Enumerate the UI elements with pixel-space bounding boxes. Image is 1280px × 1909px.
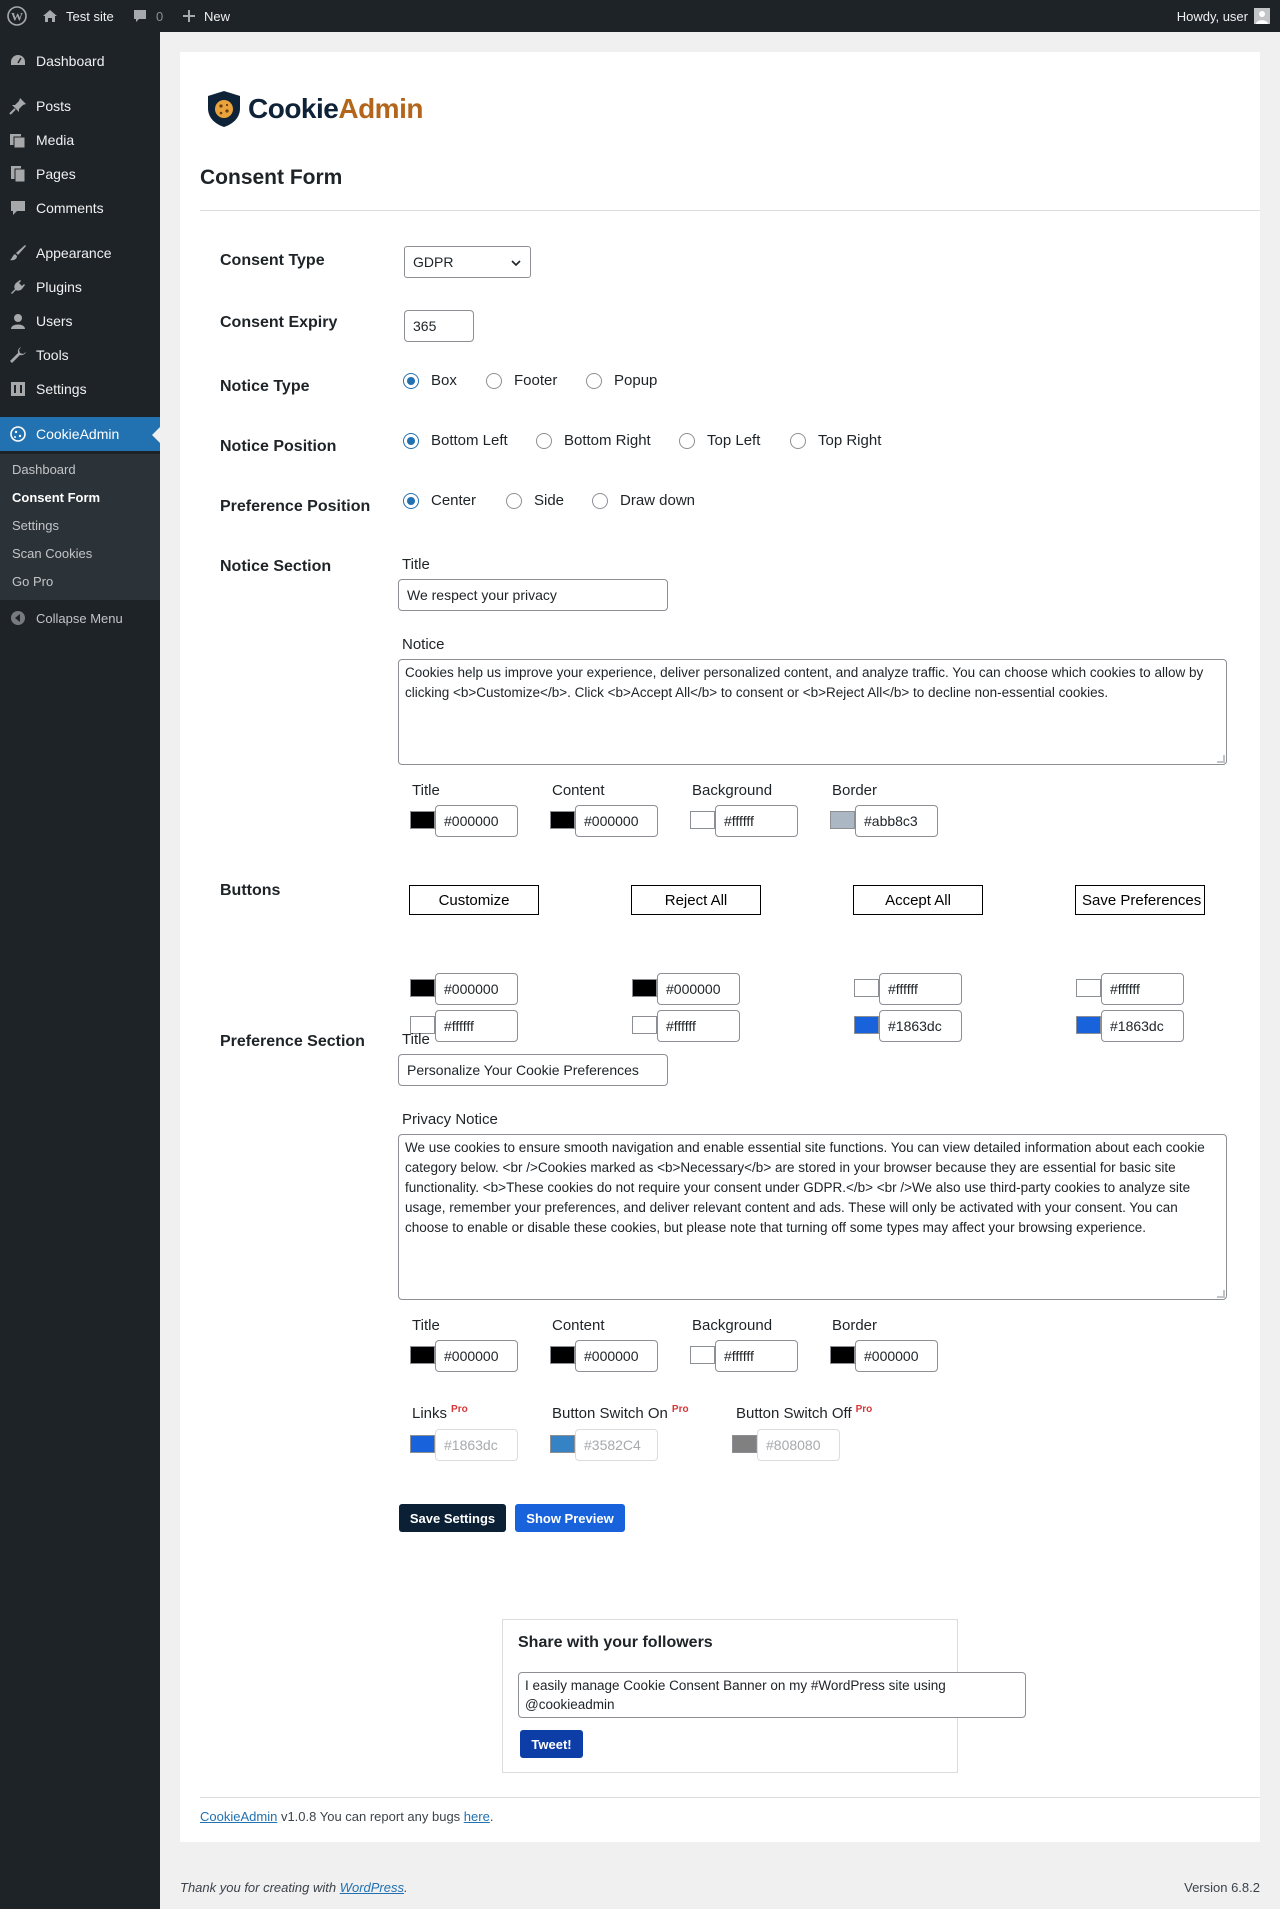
pref-title-color-swatch[interactable] xyxy=(410,1346,435,1364)
sidebar-item-settings[interactable] xyxy=(0,372,160,406)
plus-icon xyxy=(182,9,196,23)
admin-sidebar xyxy=(0,32,160,1909)
consent-type-value: GDPR xyxy=(413,254,454,270)
radio-dot xyxy=(403,493,419,509)
preference-title-label: Title xyxy=(402,1031,430,1048)
howdy-text: Howdy, user xyxy=(1176,8,1248,24)
divider xyxy=(200,210,1260,211)
radio-dot xyxy=(679,433,695,449)
notice-content-color-label: Content xyxy=(552,782,605,799)
pref-title-color-label: Title xyxy=(412,1317,440,1334)
user-icon xyxy=(8,311,28,331)
sidebar-item-comments[interactable] xyxy=(0,191,160,225)
switch-on-color-swatch xyxy=(550,1435,575,1453)
show-preview-button[interactable]: Show Preview xyxy=(515,1504,625,1532)
submenu-scan-cookies[interactable]: Scan Cookies xyxy=(12,546,93,561)
pref-title-color-input[interactable]: #000000 xyxy=(435,1340,518,1372)
cookieadmin-submenu xyxy=(0,454,160,600)
media-icon xyxy=(8,130,28,150)
main-content xyxy=(180,52,1260,1842)
notice-label: Notice xyxy=(402,636,445,653)
sidebar-item-label: Media xyxy=(36,132,75,148)
reject-all-button-preview[interactable]: Reject All xyxy=(631,885,761,915)
sidebar-item-label: Plugins xyxy=(36,279,82,295)
new-content-link[interactable] xyxy=(182,0,230,32)
privacy-notice-label: Privacy Notice xyxy=(402,1111,498,1128)
notice-title-label: Title xyxy=(402,556,430,573)
cookie-icon xyxy=(8,424,28,444)
customize-text-color-swatch[interactable] xyxy=(410,979,435,997)
report-bugs-link[interactable]: here xyxy=(463,1809,490,1824)
wp-footer-thanks: Thank you for creating with WordPress. xyxy=(180,1880,408,1895)
footer-divider xyxy=(200,1797,1260,1798)
sidebar-item-label: Settings xyxy=(36,381,87,397)
chevron-down-icon xyxy=(510,256,522,272)
preference-section-label: Preference Section xyxy=(220,1033,365,1050)
notice-position-top-right-radio[interactable]: Top Right xyxy=(790,432,881,449)
reject-text-color-input[interactable]: #000000 xyxy=(657,973,740,1005)
sidebar-item-dashboard[interactable] xyxy=(0,44,160,78)
reject-bg-color-input[interactable]: #ffffff xyxy=(657,1010,740,1042)
preference-position-draw-down-radio[interactable]: Draw down xyxy=(592,492,695,509)
links-color-swatch xyxy=(410,1435,435,1453)
links-color-input: #1863dc xyxy=(435,1429,518,1461)
pref-content-color-swatch[interactable] xyxy=(550,1346,575,1364)
switch-off-color-swatch xyxy=(732,1435,757,1453)
reject-text-color-swatch[interactable] xyxy=(632,979,657,997)
sidebar-item-label: Posts xyxy=(36,98,72,114)
notice-position-bottom-right-radio[interactable]: Bottom Right xyxy=(536,432,651,449)
consent-type-select[interactable] xyxy=(404,246,531,278)
sidebar-item-label: Users xyxy=(36,313,73,329)
collapse-menu-label: Collapse Menu xyxy=(36,610,123,626)
share-textarea[interactable]: I easily manage Cookie Consent Banner on my #WordPress site using @cookieadmin xyxy=(518,1672,1026,1718)
cookieadmin-link[interactable]: CookieAdmin xyxy=(200,1809,278,1824)
sidebar-item-users[interactable] xyxy=(0,304,160,338)
sidebar-item-pages[interactable] xyxy=(0,157,160,191)
home-icon xyxy=(42,8,58,24)
save-settings-button[interactable]: Save Settings xyxy=(399,1504,506,1532)
comment-icon xyxy=(8,198,28,218)
radio-dot xyxy=(790,433,806,449)
collapse-menu-button[interactable] xyxy=(0,601,160,635)
preference-position-center-radio[interactable]: Center xyxy=(403,492,476,509)
customize-bg-color-input[interactable]: #ffffff xyxy=(435,1010,518,1042)
customize-text-color-input[interactable]: #000000 xyxy=(435,973,518,1005)
sidebar-item-label: Dashboard xyxy=(36,53,105,69)
resize-handle[interactable] xyxy=(1217,755,1225,763)
consent-expiry-label: Consent Expiry xyxy=(220,314,338,331)
pref-background-color-input[interactable]: #ffffff xyxy=(715,1340,798,1372)
sidebar-item-tools[interactable] xyxy=(0,338,160,372)
notice-position-label: Notice Position xyxy=(220,438,337,455)
wrench-icon xyxy=(8,345,28,365)
radio-dot xyxy=(586,373,602,389)
sidebar-item-appearance[interactable] xyxy=(0,236,160,270)
notice-border-color-input[interactable]: #abb8c3 xyxy=(855,805,938,837)
logo-text: CookieAdmin xyxy=(248,93,423,124)
wordpress-link[interactable]: WordPress xyxy=(339,1880,404,1895)
notice-content-color-input[interactable]: #000000 xyxy=(575,805,658,837)
pin-icon xyxy=(8,96,28,116)
pref-border-color-input[interactable]: #000000 xyxy=(855,1340,938,1372)
admin-bar xyxy=(0,0,1280,32)
sidebar-item-cookieadmin[interactable] xyxy=(0,417,160,451)
consent-type-label: Consent Type xyxy=(220,252,325,269)
pref-content-color-label: Content xyxy=(552,1317,605,1334)
submenu-dashboard[interactable]: Dashboard xyxy=(12,462,76,477)
sidebar-item-label: Pages xyxy=(36,166,76,182)
sidebar-item-label: Appearance xyxy=(36,245,112,261)
sidebar-item-posts[interactable] xyxy=(0,89,160,123)
new-label: New xyxy=(204,8,231,24)
radio-dot xyxy=(506,493,522,509)
brush-icon xyxy=(8,243,28,263)
resize-handle[interactable] xyxy=(1217,1290,1225,1298)
accept-bg-color-input[interactable]: #1863dc xyxy=(879,1010,962,1042)
save-pref-text-color-swatch[interactable] xyxy=(1076,979,1101,997)
submenu-consent-form[interactable]: Consent Form xyxy=(12,490,101,505)
notice-type-label: Notice Type xyxy=(220,378,310,395)
switch-on-color-input: #3582C4 xyxy=(575,1429,658,1461)
shield-cookie-icon xyxy=(206,90,242,128)
comments-count: 0 xyxy=(156,8,164,24)
save-preferences-button-preview[interactable]: Save Preferences xyxy=(1075,885,1205,915)
accept-text-color-swatch[interactable] xyxy=(854,979,879,997)
notice-title-color-swatch[interactable] xyxy=(410,811,435,829)
notice-type-box-radio[interactable]: Box xyxy=(403,372,457,389)
save-pref-bg-color-swatch[interactable] xyxy=(1076,1016,1101,1034)
radio-dot xyxy=(486,373,502,389)
sidebar-item-label: CookieAdmin xyxy=(36,426,120,442)
save-pref-text-color-input[interactable]: #ffffff xyxy=(1101,973,1184,1005)
sidebar-item-label: Tools xyxy=(36,347,69,363)
pref-content-color-input[interactable]: #000000 xyxy=(575,1340,658,1372)
notice-title-color-label: Title xyxy=(412,782,440,799)
pref-background-color-swatch[interactable] xyxy=(690,1346,715,1364)
notice-content-color-swatch[interactable] xyxy=(550,811,575,829)
radio-dot xyxy=(536,433,552,449)
buttons-label: Buttons xyxy=(220,882,281,899)
settings-icon xyxy=(8,379,28,399)
pro-badge: Pro xyxy=(671,1404,689,1415)
share-box xyxy=(502,1619,958,1773)
pref-border-color-swatch[interactable] xyxy=(830,1346,855,1364)
plugin-footer: CookieAdmin v1.0.8 You can report any bugs here. xyxy=(200,1809,494,1824)
plug-icon xyxy=(8,277,28,297)
notice-background-color-swatch[interactable] xyxy=(690,811,715,829)
consent-expiry-input[interactable]: 365 xyxy=(404,310,474,342)
save-pref-bg-color-input[interactable]: #1863dc xyxy=(1101,1010,1184,1042)
notice-textarea[interactable]: Cookies help us improve your experience, deliver personalized content, and analyze traffic. You can choose which cookies to allow by clicking <b>Customize</b>. Click <b>Accept All</b> to consent or <b>Reject All</b> to decline non-essential cookies. xyxy=(398,659,1227,765)
sidebar-item-media[interactable] xyxy=(0,123,160,157)
notice-type-footer-radio[interactable]: Footer xyxy=(486,372,557,389)
accept-bg-color-swatch[interactable] xyxy=(854,1016,879,1034)
reject-bg-color-swatch[interactable] xyxy=(632,1016,657,1034)
page-title: Consent Form xyxy=(200,166,343,189)
pref-border-color-label: Border xyxy=(832,1317,878,1334)
radio-dot xyxy=(403,433,419,449)
submenu-go-pro[interactable]: Go Pro xyxy=(12,574,54,589)
notice-position-bottom-left-radio[interactable]: Bottom Left xyxy=(403,432,508,449)
notice-position-top-left-radio[interactable]: Top Left xyxy=(679,432,760,449)
wp-version: Version 6.8.2 xyxy=(1184,1880,1260,1895)
account-menu[interactable] xyxy=(1177,0,1270,32)
notice-title-color-input[interactable]: #000000 xyxy=(435,805,518,837)
pro-badge: Pro xyxy=(855,1404,873,1415)
submenu-settings[interactable]: Settings xyxy=(12,518,59,533)
switch-off-color-input: #808080 xyxy=(757,1429,840,1461)
preference-position-side-radio[interactable]: Side xyxy=(506,492,564,509)
tweet-button[interactable]: Tweet! xyxy=(520,1730,583,1758)
radio-dot xyxy=(403,373,419,389)
cookieadmin-logo xyxy=(206,90,423,128)
wordpress-logo-icon[interactable] xyxy=(7,0,27,32)
switch-off-color-label: Button Switch Off $^{Pro}$ xyxy=(736,1404,873,1422)
comment-bubble-icon xyxy=(132,8,148,24)
customize-button-preview[interactable]: Customize xyxy=(409,885,539,915)
svg-text:W: W xyxy=(11,9,23,24)
radio-dot xyxy=(592,493,608,509)
links-color-label: Links $^{Pro}$ xyxy=(412,1404,468,1422)
pro-badge: Pro xyxy=(451,1404,468,1415)
privacy-notice-textarea[interactable]: We use cookies to ensure smooth navigation and enable essential site functions. You can view detailed information about each cookie category below. <br />Cookies marked as <b>Necessary</b> are stored in your browser because they are essential for basic site functionality. <b>These cookies do not require your consent under GDPR.</b> <br />We also use third-party cookies to analyze site usage, remember your preferences, and deliver relevant content and ads. These will only be activated with your consent. You can choose to enable or disable these cookies, but please note that turning off some types may affect your browsing experience. xyxy=(398,1134,1227,1300)
notice-title-input[interactable]: We respect your privacy xyxy=(398,579,668,611)
sidebar-item-plugins[interactable] xyxy=(0,270,160,304)
site-name-link[interactable] xyxy=(42,0,114,32)
notice-background-color-input[interactable]: #ffffff xyxy=(715,805,798,837)
pref-background-color-label: Background xyxy=(692,1317,773,1334)
switch-on-color-label: Button Switch On $^{Pro}$ xyxy=(552,1404,689,1422)
accept-all-button-preview[interactable]: Accept All xyxy=(853,885,983,915)
notice-type-popup-radio[interactable]: Popup xyxy=(586,372,657,389)
collapse-icon xyxy=(8,608,28,628)
site-name: Test site xyxy=(66,8,114,24)
dashboard-icon xyxy=(8,51,28,71)
preference-position-label: Preference Position xyxy=(220,498,371,515)
notice-background-color-label: Background xyxy=(692,782,773,799)
notice-border-color-swatch[interactable] xyxy=(830,811,855,829)
notice-section-label: Notice Section xyxy=(220,558,332,575)
sidebar-item-label: Comments xyxy=(36,200,104,216)
current-arrow xyxy=(152,427,160,443)
preference-title-input[interactable]: Personalize Your Cookie Preferences xyxy=(398,1054,668,1086)
share-title: Share with your followers xyxy=(518,1634,713,1651)
accept-text-color-input[interactable]: #ffffff xyxy=(879,973,962,1005)
avatar xyxy=(1254,8,1270,24)
comments-link[interactable] xyxy=(132,0,163,32)
pages-icon xyxy=(8,164,28,184)
notice-border-color-label: Border xyxy=(832,782,878,799)
